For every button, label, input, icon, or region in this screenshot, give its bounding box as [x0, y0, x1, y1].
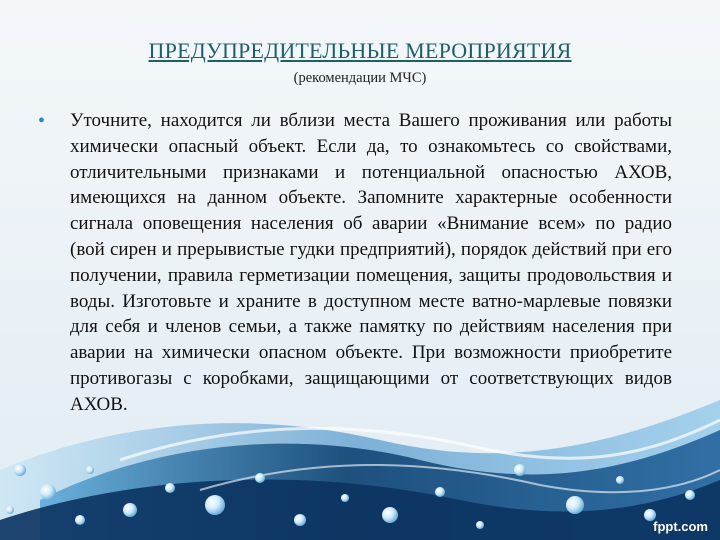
slide-title: ПРЕДУПРЕДИТЕЛЬНЫЕ МЕРОПРИЯТИЯ [148, 38, 572, 63]
slide-subtitle: (рекомендации МЧС) [293, 70, 427, 86]
brand-watermark: fppt.com [653, 519, 708, 534]
bullet-marker: • [38, 110, 46, 132]
recommendation-paragraph: Уточните, находится ли вблизи места Вашего проживания или работы химически опасный объект. Если да, то ознакомьтесь со свойствами, отличительными признаками и потенциальной опасностью АХОВ, имеющихся на данном объекте. Запомните характерные особенности сигнала оповещения населения об аварии «Внимание всем» по радио (вой сирен и прерывистые гудки предприятий), порядок действий при его получении, правила герметизации помещения, защиты продовольствия и воды. Изготовьте и храните в доступном месте ватно-марлевые повязки для себя и членов семьи, а также памятку по действиям населения при аварии на химически опасном объекте. При возможности приобретите противогазы с коробками, защищающими от соответствующих видов АХОВ. [70, 110, 672, 415]
